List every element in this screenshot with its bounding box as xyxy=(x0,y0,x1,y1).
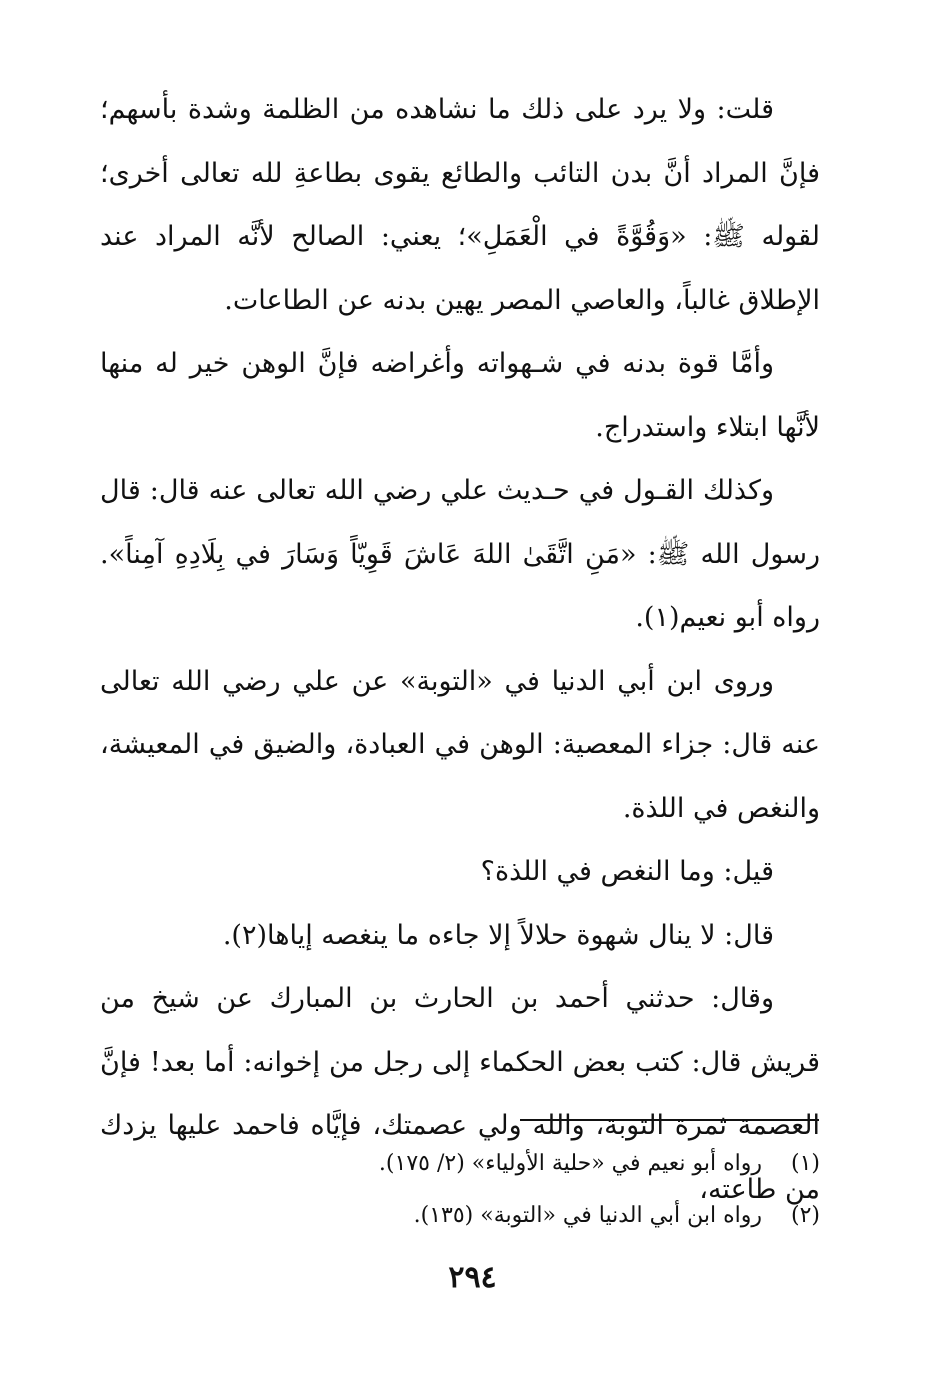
footnotes xyxy=(100,1138,820,1242)
footnote-number: (١) xyxy=(790,1151,820,1176)
paragraph-5: قيل: وما النغص في اللذة؟ xyxy=(480,856,774,887)
paragraph-6: قال: لا ينال شهوة حلالاً إلا جاءه ما ينغصه إياها(٢). xyxy=(222,919,774,951)
page-number: ٢٩٤ xyxy=(448,1260,497,1295)
footnote-number: (٢) xyxy=(790,1203,820,1228)
footnote-divider xyxy=(520,1119,819,1121)
main-text xyxy=(100,78,820,1221)
paragraph-2: وأمَّا قوة بدنه في شـهواته وأغراضه فإنَّ الوهن خير له منها لأنَّها ابتلاء واستدراج. xyxy=(100,348,820,443)
paragraph-3: وكذلك القـول في حـديث علي رضي الله تعالى عنه قال: قال رسول الله ﷺ: «مَنِ اتَّقَىٰ اللهَ عَاشَ قَوِيّاً وَسَارَ في بِلَادِهِ آمِناً». رواه أبو نعيم(١). xyxy=(100,475,820,633)
footnote-1 xyxy=(100,1138,820,1190)
paragraph-4: وروى ابن أبي الدنيا في «التوبة» عن علي رضي الله تعالى عنه قال: جزاء المعصية: الوهن في العبادة، والضيق في المعيشة، والنغص في اللذة. xyxy=(100,665,820,824)
paragraph-1: قلت: ولا يرد على ذلك ما نشاهده من الظلمة وشدة بأسهم؛ فإنَّ المراد أنَّ بدن التائب والطائع يقوى بطاعةِ لله تعالى أخرى؛ لقوله ﷺ: «وَقُوَّةً في الْعَمَلِ»؛ يعني: الصالح لأنَّه المراد عند الإطلاق غالباً، والعاصي المصر يهين بدنه عن الطاعات. xyxy=(100,94,820,316)
footnote-text: رواه أبو نعيم في «حلية الأولياء» (٢/ ١٧٥). xyxy=(378,1151,762,1176)
footnote-2 xyxy=(100,1190,820,1242)
footnote-text: رواه ابن أبي الدنيا في «التوبة» (١٣٥). xyxy=(413,1203,762,1228)
paragraph-7: وقال: حدثني أحمد بن الحارث بن المبارك عن شيخ من قريش قال: كتب بعض الحكماء إلى رجل من إخوانه: أما بعد! فإنَّ العصمة ثمرة التوبة، والله ولي عصمتك، فإيَّاه فاحمد عليها يزدك من طاعته، xyxy=(100,983,820,1205)
